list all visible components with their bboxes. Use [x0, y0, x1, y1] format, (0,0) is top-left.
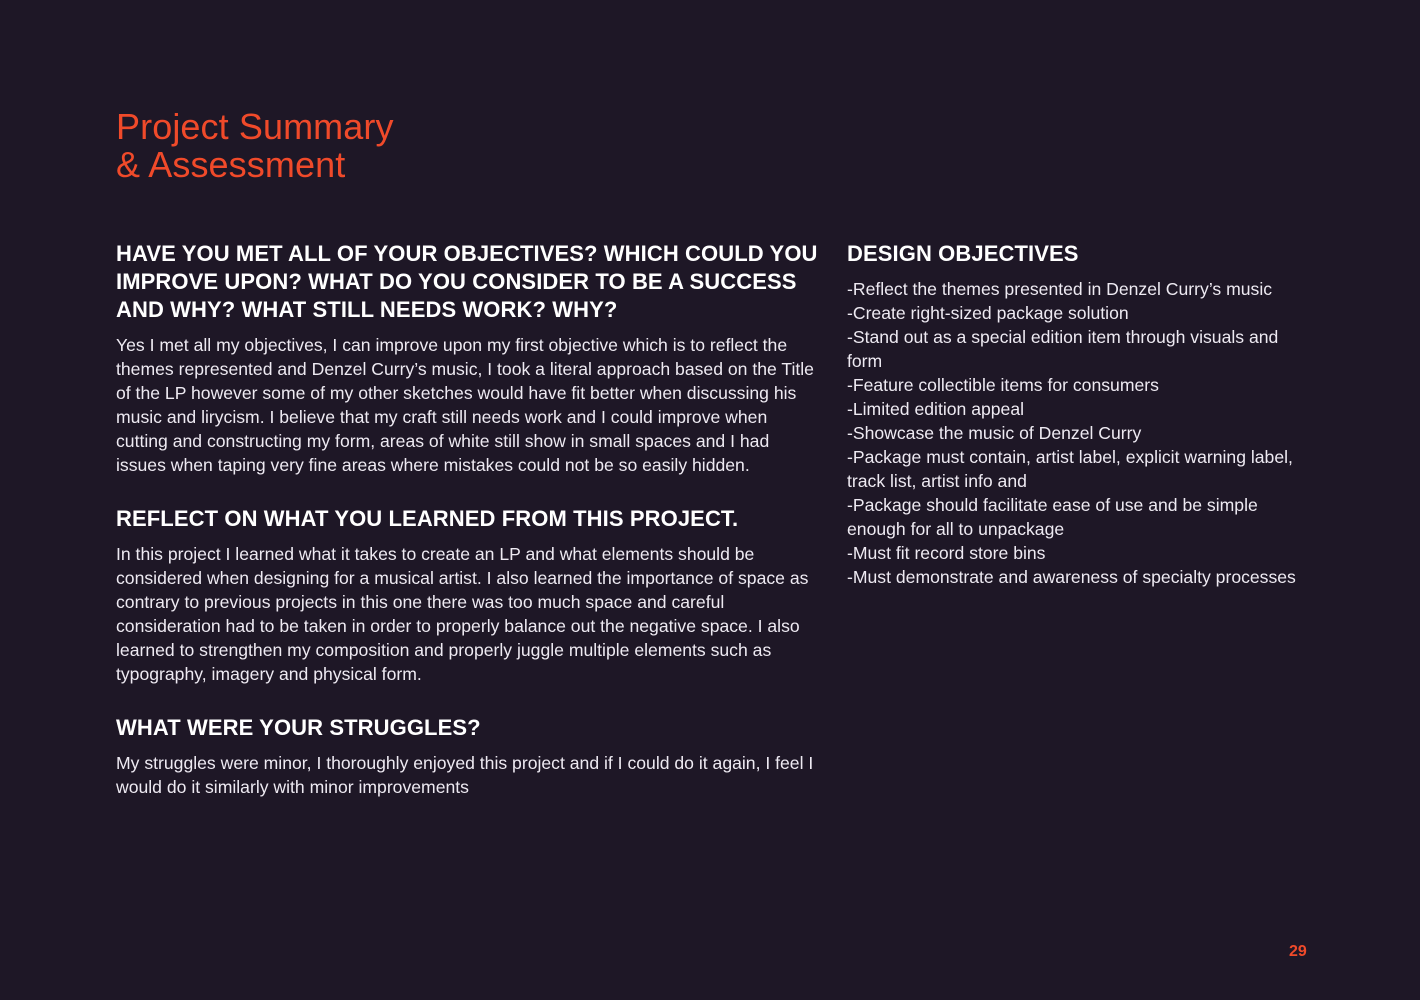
learned-question-heading: REFLECT ON WHAT YOU LEARNED FROM THIS PROJECT. — [116, 506, 739, 531]
struggles-question-section — [116, 714, 821, 799]
objective-item: -Showcase the music of Denzel Curry — [847, 423, 1142, 443]
objective-item: -Feature collectible items for consumers — [847, 375, 1159, 395]
objectives-question-section — [116, 240, 821, 477]
objectives-question-answer: Yes I met all my objectives, I can improve upon my first objective which is to reflect the themes represented and Denzel Curry’s music, I took a literal approach based on the Title of the LP however some of my other sketches would have fit better when discussing his music and lirycism. I believe that my craft still needs work and I could improve when cutting and constructing my form, areas of white still show in small spaces and I had issues when taping very fine areas where mistakes could not be so easily hidden. — [116, 335, 814, 475]
page-number: 29 — [1289, 943, 1307, 960]
struggles-question-heading: WHAT WERE YOUR STRUGGLES? — [116, 715, 481, 740]
struggles-question-answer: My struggles were minor, I thoroughly enjoyed this project and if I could do it again, I feel I would do it similarly with minor improvements — [116, 753, 814, 797]
objective-item: -Create right-sized package solution — [847, 303, 1129, 323]
objective-item: -Reflect the themes presented in Denzel Curry’s music — [847, 279, 1273, 299]
page-title — [116, 108, 394, 184]
design-objectives — [847, 240, 1317, 589]
learned-question-answer: In this project I learned what it takes to create an LP and what elements should be considered when designing for a musical artist. I also learned the importance of space as contrary to previous projects in this one there was too much space and careful consideration had to be taken in order to properly balance out the negative space. I also learned to strengthen my composition and properly juggle multiple elements such as typography, imagery and physical form. — [116, 544, 809, 684]
page-title-line-1: Project Summary — [116, 106, 394, 147]
design-objectives-heading: DESIGN OBJECTIVES — [847, 241, 1079, 266]
objective-item: -Package must contain, artist label, explicit warning label, track list, artist info and — [847, 447, 1298, 491]
objective-item: -Limited edition appeal — [847, 399, 1025, 419]
objective-item: -Stand out as a special edition item through visuals and form — [847, 327, 1284, 371]
design-objectives-list — [847, 277, 1317, 589]
page-title-line-2: & Assessment — [116, 144, 346, 185]
objective-item: -Must fit record store bins — [847, 543, 1046, 563]
objectives-question-heading: HAVE YOU MET ALL OF YOUR OBJECTIVES? WHICH COULD YOU IMPROVE UPON? WHAT DO YOU CONSIDER TO BE A SUCCESS AND WHY? WHAT STILL NEEDS WORK? WHY? — [116, 241, 818, 322]
assessment-questions — [116, 240, 821, 799]
objective-item: -Package should facilitate ease of use and be simple enough for all to unpackage — [847, 495, 1268, 539]
learned-question-section — [116, 505, 821, 686]
objective-item: -Must demonstrate and awareness of specialty processes — [847, 567, 1296, 587]
